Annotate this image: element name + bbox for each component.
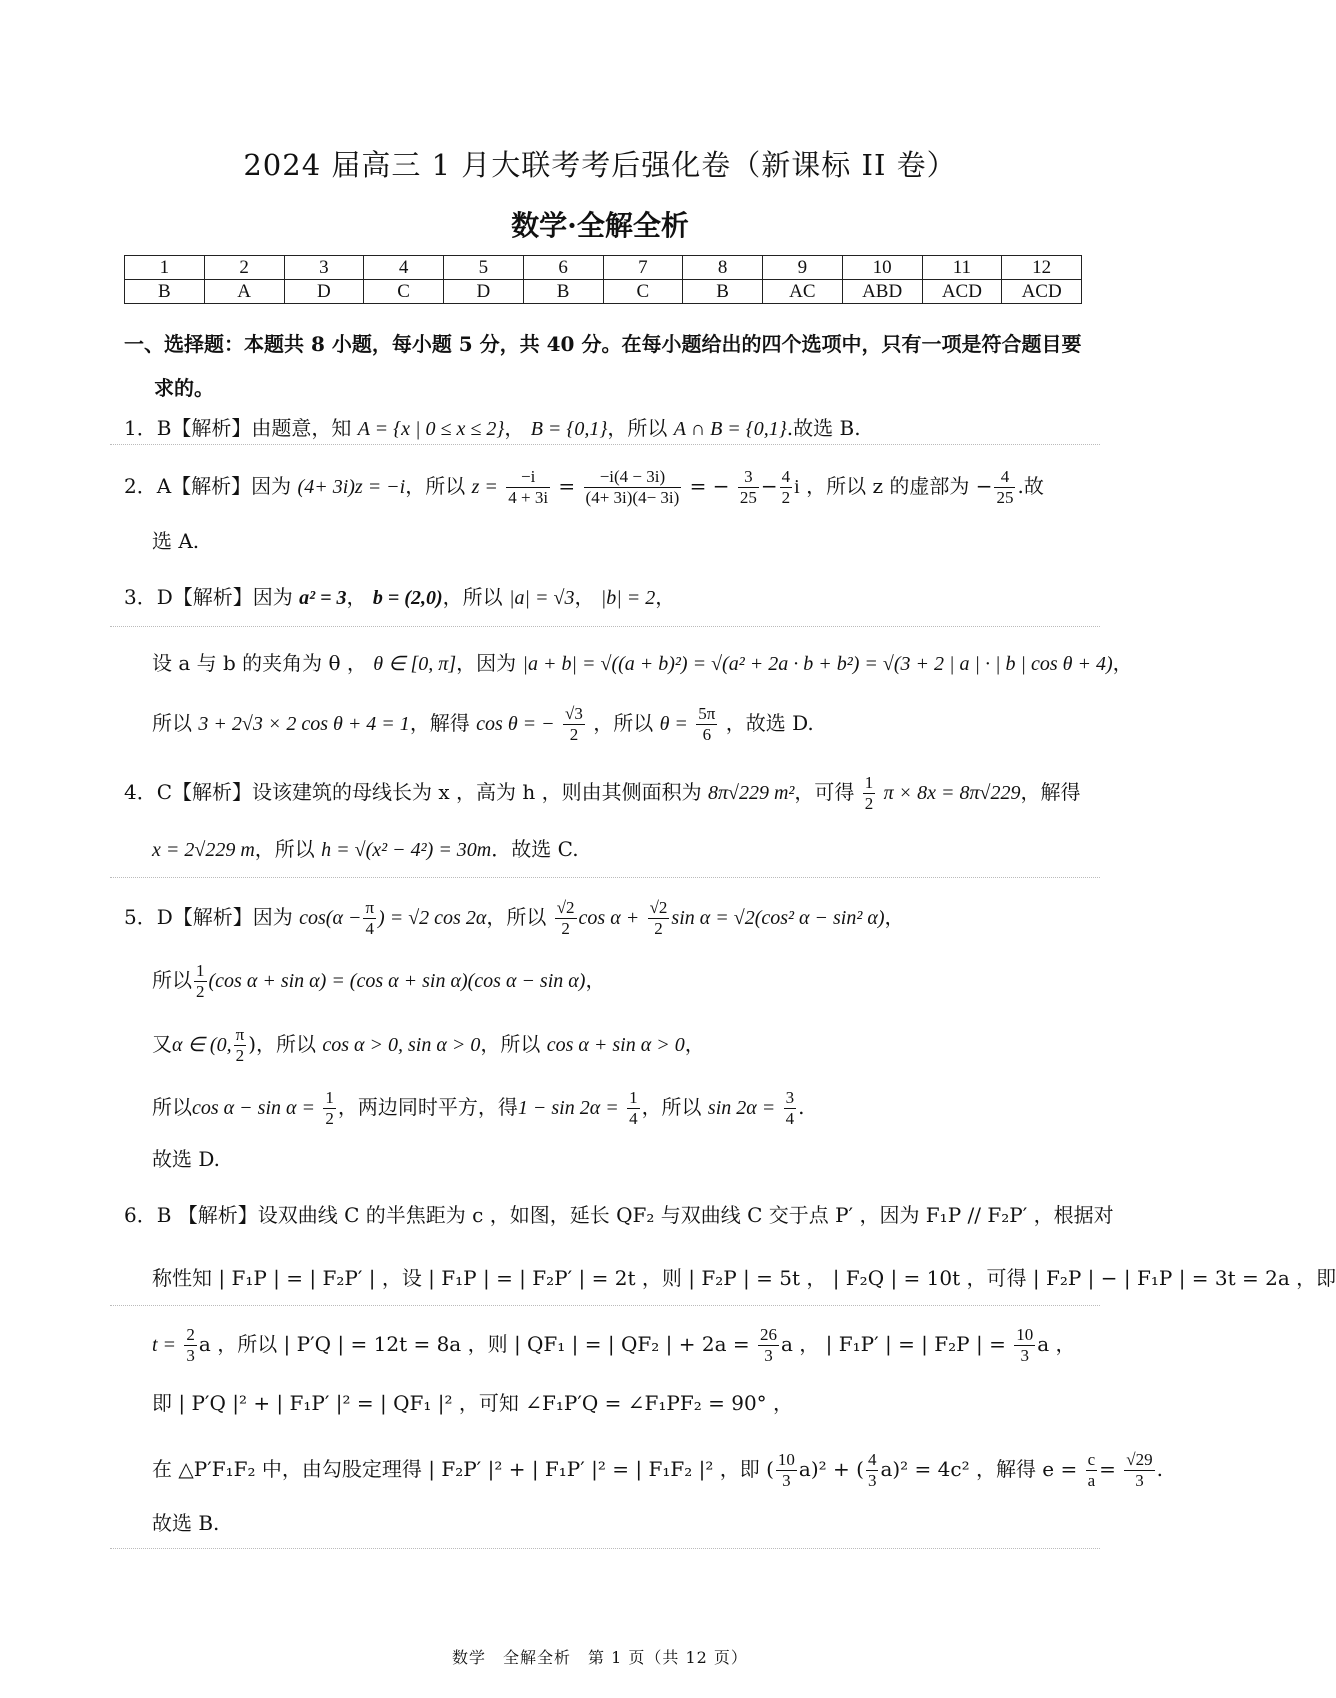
fraction [627,1088,640,1129]
numerator: 3 [785,1088,795,1107]
q5-line3: 又α ∈ (0, $\frac{\pi}{2}$ )，所以 cos α > 0, sin α > 0，所以 cos α + sin α > 0， [152,1025,705,1065]
fraction [194,961,207,1002]
q5-l2-lead: 所以 [152,968,192,992]
denominator: 6 [702,725,712,744]
fraction [648,898,670,939]
numerator: √29 [1126,1450,1153,1469]
fraction [696,704,717,745]
q4-x: x = 2√229 m [152,839,255,861]
page-footer: 数学 全解全析 第 1 页（共 12 页） [452,1648,748,1667]
q5-l3-lead: 又 [152,1032,172,1056]
table-cell: B [523,280,603,304]
q6-l5-a: 在 △P′F₁F₂ 中，由勾股定理得 | F₂P′ |² + | F₁P′ |² = | F₁F₂ |² ，即 ( [152,1457,774,1481]
q6-line1: 6．B 【解析】设双曲线 C 的半焦距为 c ，如图，延长 QF₂ 与双曲线 C 交于点 P′ ，因为 F₁P // F₂P′ ，根据对 [124,1203,1114,1227]
divider [110,444,1100,445]
divider [110,1548,1100,1549]
q3-l3-eq: 3 + 2√3 × 2 cos θ + 4 = 1 [198,713,410,735]
fraction [780,467,793,508]
denominator: 25 [996,488,1014,507]
divider [110,626,1100,627]
q6-l3-t: t = [152,1334,177,1356]
q5-line2: 所以 $\frac{1}{2}$ (cos α + sin α) = (cos α + sin α)(cos α − sin α)， [152,961,606,1001]
q3-l2-range: θ ∈ [0, π] [373,653,457,675]
q6-end: 故选 B. [152,1511,220,1535]
q4-area: 8π√229 m² [707,782,795,804]
numerator: π [235,1025,245,1044]
numerator: 1 [325,1088,334,1107]
denominator: 3 [764,1346,773,1365]
q2-lead: 2．A【解析】因为 [124,474,292,498]
numerator: √2 [649,898,668,917]
q5-cos-a: cos α + [578,907,640,929]
numerator: 4 [867,1450,877,1469]
q1-line: 1．B【解析】由题意，知 A = {x | 0 ≤ x ≤ 2}， B = {0,1}，所以 A ∩ B = {0,1}.故选 B. [124,416,861,440]
denominator: 2 [196,982,205,1001]
q6-eq: = [1099,1457,1116,1481]
denominator: 2 [569,725,579,744]
denominator: 3 [1135,1471,1144,1490]
section-heading [124,322,1099,410]
table-cell: ACD [922,280,1002,304]
denominator: 2 [325,1109,334,1128]
q5-end: 故选 D. [152,1147,221,1171]
q3-so: ，所以 [442,585,503,609]
numerator: c [1087,1450,1096,1469]
q2-eq1: (4+ 3i)z = −i [297,476,406,498]
q5-l4-lead: 所以 [152,1095,192,1119]
q5-l3-sum: cos α + sin α > 0 [546,1034,685,1056]
table-cell: B [125,280,205,304]
denominator: 2 [781,488,791,507]
numerator: √2 [556,898,575,917]
numerator: −i(4 − 3i) [584,467,682,488]
q3-theta: θ = [659,713,688,735]
table-cell: C [364,280,444,304]
q5-l4-eq3: sin 2α = [707,1097,776,1119]
table-cell: 4 [364,256,444,280]
numerator: 4 [994,467,1015,488]
numerator: 4 [781,467,791,486]
q5-eq1-right: ) = √2 cos 2α [378,907,487,929]
denominator: 3 [1020,1346,1029,1365]
q6-line3 [152,1325,1075,1366]
q2-z: z = [471,476,498,498]
table-cell: 3 [284,256,364,280]
table-cell: 6 [523,256,603,280]
q3-l2-eq: |a + b| = √((a + b)²) = √(a² + 2a · b + b²) = √(3 + 2 | a | · | b | cos θ + 4) [522,653,1113,675]
q5-sin-a: sin α = √2(cos² α − sin² α) [671,907,885,929]
table-cell: ACD [1002,280,1082,304]
q3-l3-so: ，所以 [593,711,654,735]
divider [110,1305,1100,1306]
q4-line2 [152,834,579,865]
q5-l3-pos: cos α > 0, sin α > 0 [322,1034,481,1056]
section-heading-line: 求的。 [154,376,214,400]
q3-line2: 设 a 与 b 的夹角为 θ ， θ ∈ [0, π]，因为 |a + b| = √((a + b)²) = √(a² + 2a · b + b²) = √(3 + 2 | a | · | b | cos θ + 4)， [152,651,1133,675]
numerator: 1 [864,773,874,792]
q5-l3-so: ，所以 [480,1032,541,1056]
fraction [776,1450,797,1491]
numerator: 2 [186,1325,195,1344]
page-title: 2024 届高三 1 月大联考考后强化卷（新课标 II 卷） [243,148,957,182]
q2-line: 2．A【解析】因为 (4+ 3i)z = −i，所以 z = $\frac{-i}{4 + 3i}$ = $\frac{-i(4 - 3i)}{(4+ 3i)(4- 3i)}$ = − $\frac{3}{25}$ − $\frac{4}{2}$ i ，所以 z 的虚部为 − $\frac{4}{25}$ .故 [124,467,1044,507]
fraction [866,1450,879,1491]
q5-l2-eq: (cos α + sin α) = (cos α + sin α)(cos α − sin α) [208,970,586,992]
q6-l3-c: a ， [1037,1332,1076,1356]
q5-lead: 5．D【解析】因为 [124,905,293,929]
fraction [563,704,585,745]
denominator: 3 [867,1471,877,1490]
numerator: 10 [1016,1325,1034,1344]
denominator: 4 [785,1109,795,1128]
fraction [584,467,682,508]
table-cell: 2 [204,256,284,280]
q4-get: ，可得 [794,780,855,804]
q5-so: ，所以 [486,905,547,929]
q5-l3-mid: )，所以 [248,1032,316,1056]
fraction [1124,1450,1154,1491]
table-cell: 5 [444,256,524,280]
q2-end: .故 [1017,474,1044,498]
fraction [363,898,376,939]
q3-b: b = (2,0) [372,587,443,609]
answer-table-answer-row [125,280,1082,304]
fraction [184,1325,197,1366]
q4-end: ．故选 C. [491,837,579,861]
fraction [758,1325,779,1366]
section-heading-line: 一、选择题：本题共 8 小题，每小题 5 分，共 40 分。在每小题给出的四个选项中，只有一项是符合题目要 [124,332,1082,356]
q3-a2: a² = 3 [299,587,347,609]
q1-result: A ∩ B = {0,1} [673,418,787,440]
table-cell: B [683,280,763,304]
denominator: (4+ 3i)(4− 3i) [585,488,680,507]
fraction [234,1025,247,1066]
fraction [1086,1450,1098,1491]
q1-lead: 1．B【解析】由题意，知 [124,416,352,440]
fraction [863,773,876,814]
table-cell: 8 [683,256,763,280]
numerator: √3 [565,704,583,723]
q1-set-a: A = {x | 0 ≤ x ≤ 2} [357,418,505,440]
numerator: 1 [629,1088,638,1107]
denominator: 25 [739,488,757,507]
q1-set-b: B = {0,1} [530,418,608,440]
q2-line2: 选 A. [152,529,200,553]
denominator: 3 [186,1346,195,1365]
denominator: a [1087,1471,1096,1490]
q2-tail: ，所以 z 的虚部为 − [806,474,993,498]
q5-eq1-left: cos(α − [299,907,362,929]
denominator: 4 [365,919,374,938]
denominator: 2 [864,794,874,813]
denominator: 2 [654,919,663,938]
fraction [994,467,1015,508]
q5-line1: 5．D【解析】因为 cos(α − $\frac{\pi}{4}$ ) = √2 cos 2α，所以 $\frac{√2}{2}$ cos α + $\frac{√2}{2}$ sin α = √2(cos² α − sin² α)， [124,898,905,938]
q1-so: ，所以 [607,416,668,440]
q3-line3 [152,704,814,745]
q3-l3-lead: 所以 [152,711,192,735]
table-cell: 10 [842,256,922,280]
fraction [1014,1325,1035,1366]
table-cell: D [444,280,524,304]
table-cell: 1 [125,256,205,280]
denominator: 2 [235,1046,245,1065]
table-cell: AC [763,280,843,304]
q3-abs-b: |b| = 2 [600,587,656,609]
q5-l3-range: α ∈ (0, [172,1034,232,1056]
q5-l4-so: ，所以 [641,1095,702,1119]
q3-l3-solve: ，解得 [409,711,470,735]
q6-l3-b: a ， | F₁P′ | = | F₂P | = [780,1332,1006,1356]
q6-l5-c: a)² = 4c² ，解得 e = [880,1457,1078,1481]
denominator: 4 [629,1109,638,1128]
table-cell: 12 [1002,256,1082,280]
q3-l2-lead: 设 a 与 b 的夹角为 θ ， [152,651,367,675]
q6-l3-a: a ，所以 | P′Q | = 12t = 8a ，则 | QF₁ | = | QF₂ | + 2a = [198,1332,750,1356]
q6-line4: 即 | P′Q |² + | F₁P′ |² = | QF₁ |² ，可知 ∠F₁P′Q = ∠F₁PF₂ = 90° ， [152,1391,794,1415]
numerator: 1 [196,961,205,980]
q6-l5-b: a)² + ( [798,1457,864,1481]
q5-l4-mid: ，两边同时平方，得 [337,1095,518,1119]
table-cell: ABD [842,280,922,304]
fraction [738,467,759,508]
q4-eq: π × 8x = 8π√229 [883,782,1021,804]
q3-l2-because: ，因为 [456,651,517,675]
q4-h: h = √(x² − 4²) = 30m [321,839,492,861]
q3-lead: 3．D【解析】因为 [124,585,293,609]
q4-solve: ，解得 [1020,780,1081,804]
table-cell: 7 [603,256,683,280]
table-cell: D [284,280,364,304]
fraction [506,467,550,508]
q3-l3-end: ，故选 D. [725,711,814,735]
q4-lead: 4．C【解析】设该建筑的母线长为 x ，高为 h ，则由其侧面积为 [124,780,702,804]
table-cell: C [603,280,683,304]
q6-line5: 在 △P′F₁F₂ 中，由勾股定理得 | F₂P′ |² + | F₁P′ |² = | F₁F₂ |² ，即 ( $\frac{10}{3}$ a)² + ( $\frac{4}{3}$ a)² = 4c² ，解得 e = $\frac{c}{a}$ = $\frac{√29}{3}$ . [152,1450,1163,1490]
q5-l4-eq2: 1 − sin 2α = [517,1097,619,1119]
q3-line1: 3．D【解析】因为 a² = 3， b = (2,0)，所以 |a| = √3， |b| = 2， [124,585,676,609]
numerator: 3 [738,467,759,488]
table-cell: 9 [763,256,843,280]
q3-abs-a: |a| = √3 [508,587,575,609]
denominator: 3 [782,1471,791,1490]
divider [110,877,1100,878]
table-cell: A [204,280,284,304]
fraction [784,1088,797,1129]
q2-so: ，所以 [405,474,466,498]
numerator: 10 [777,1450,795,1469]
q4-line1 [124,773,1081,814]
numerator: 5π [698,704,716,723]
fraction [323,1088,336,1129]
numerator: −i [506,467,550,488]
q4-so: ，所以 [254,837,315,861]
q5-l4-eq: cos α − sin α = [192,1097,315,1119]
numerator: π [365,898,375,917]
page-subtitle: 数学·全解全析 [511,209,689,242]
denominator: 2 [561,919,570,938]
q3-cos: cos θ = − [476,713,555,735]
denominator: 4 + 3i [508,488,549,507]
q5-line4: 所以cos α − sin α = $\frac{1}{2}$ ，两边同时平方，得1 − sin 2α = $\frac{1}{4}$ ，所以 sin 2α = $\frac{3}{4}$ . [152,1088,805,1128]
table-cell: 11 [922,256,1002,280]
q6-line2: 称性知 | F₁P | = | F₂P′ | ，设 | F₁P | = | F₂P′ | = 2t ，则 | F₂P | = 5t ， | F₂Q | = 10t ，可得 | F₂P | − | F₁P | = 3t = 2a ，即 [152,1266,1336,1290]
fraction [555,898,577,939]
numerator: 26 [759,1325,777,1344]
answer-table-number-row [125,256,1082,280]
answer-table [124,255,1082,304]
q1-end: .故选 B. [786,416,861,440]
